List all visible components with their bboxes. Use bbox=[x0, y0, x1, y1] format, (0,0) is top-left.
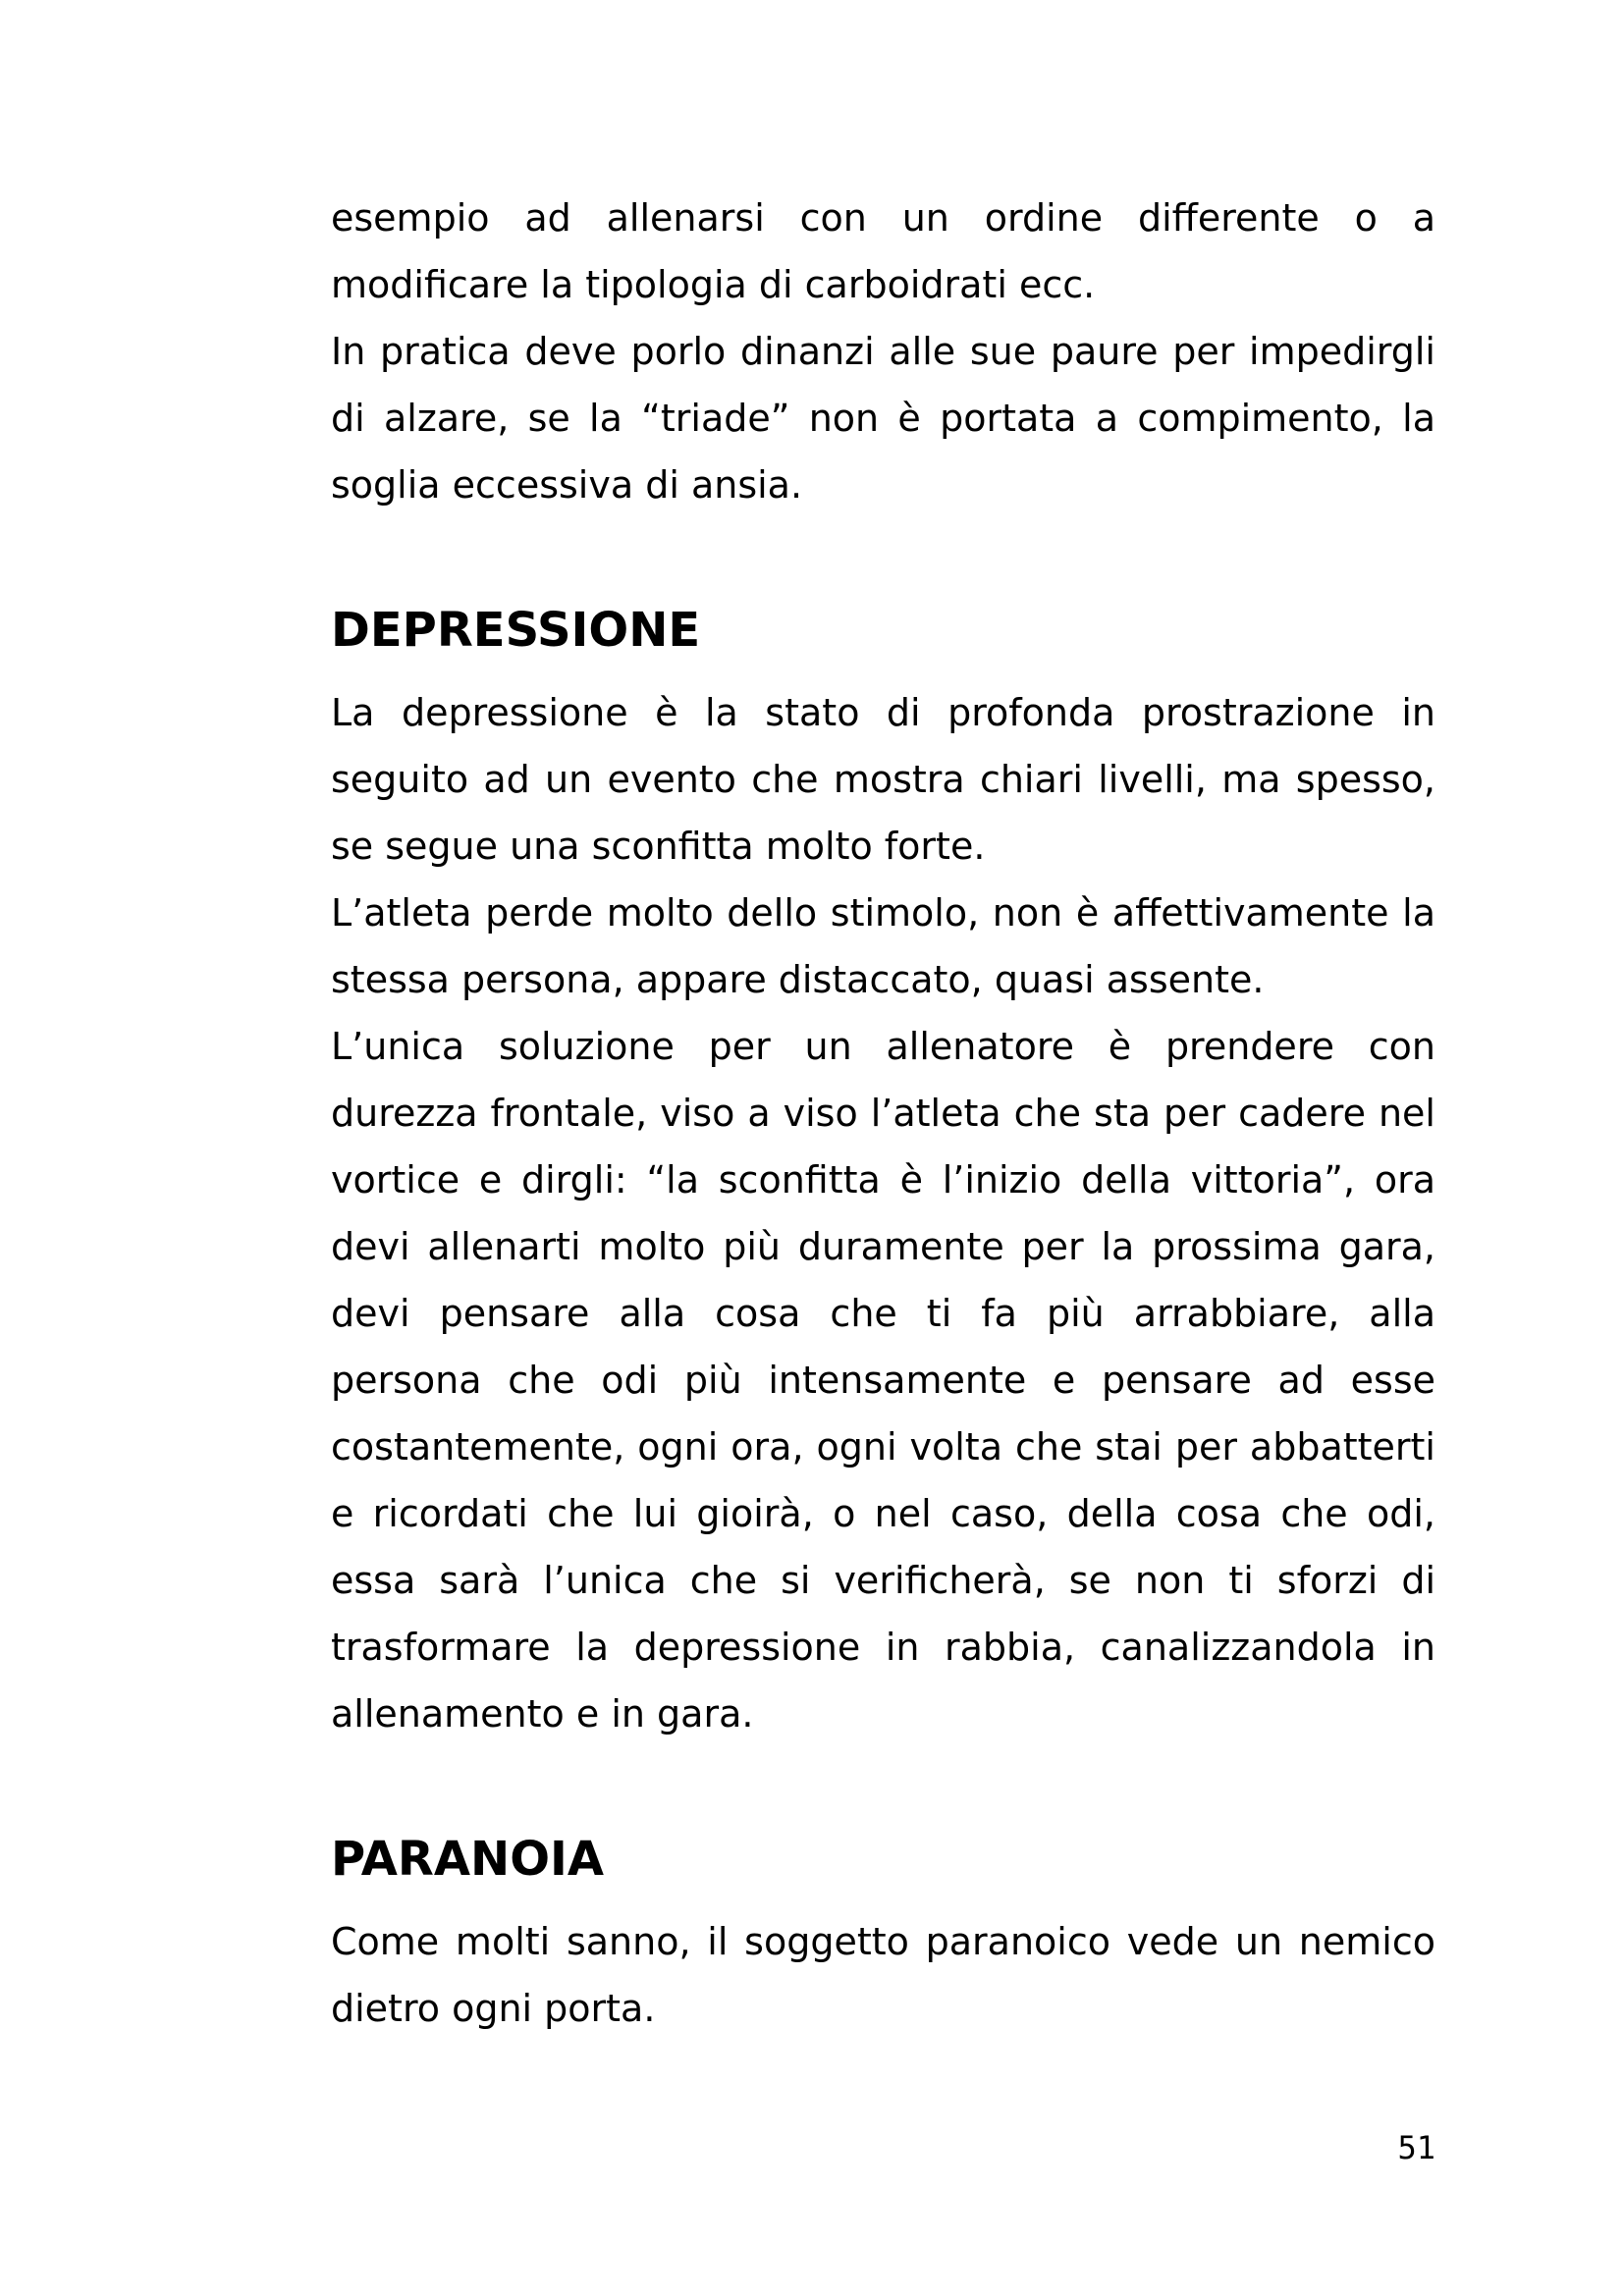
heading-paranoia: PARANOIA bbox=[331, 1832, 605, 1887]
paragraph-intro-2: In pratica deve porlo dinanzi alle sue paure per impedirgli di alzare, se la “triade” non è portata a compimento, la soglia eccessiva di ansia. bbox=[331, 330, 1435, 507]
paragraph-depressione-3: L’unica soluzione per un allenatore è prendere con durezza frontale, viso a viso l’atleta che sta per cadere nel vortice e dirgli: “la sconfitta è l’inizio della vittoria”, ora devi allenarti molto più duramente per la prossima gara, devi pensare alla cosa che ti fa più arrabbiare, alla persona che odi più intensamente e pensare ad esse costantemente, ogni ora, ogni volta che stai per abbatterti e ricordati che lui gioirà, o nel caso, della cosa che odi, essa sarà l’unica che si verificherà, se non ti sforzi di trasformare la depressione in rabbia, canalizzandola in allenamento e in gara. bbox=[331, 1025, 1435, 1735]
paragraph-paranoia-1: Come molti sanno, il soggetto paranoico vede un nemico dietro ogni porta. bbox=[331, 1920, 1435, 2030]
paragraph-depressione-2: L’atleta perde molto dello stimolo, non è affettivamente la stessa persona, appare distaccato, quasi assente. bbox=[331, 891, 1435, 1001]
paragraph-intro-1: esempio ad allenarsi con un ordine differente o a modificare la tipologia di carboidrati ecc. bbox=[331, 196, 1435, 306]
paragraph-depressione-1: La depressione è la stato di profonda prostrazione in seguito ad un evento che mostra chiari livelli, ma spesso, se segue una sconfitta molto forte. bbox=[331, 691, 1435, 868]
document-page bbox=[331, 185, 1435, 2042]
page-number: 51 bbox=[1397, 2129, 1435, 2166]
heading-depressione: DEPRESSIONE bbox=[331, 603, 701, 658]
